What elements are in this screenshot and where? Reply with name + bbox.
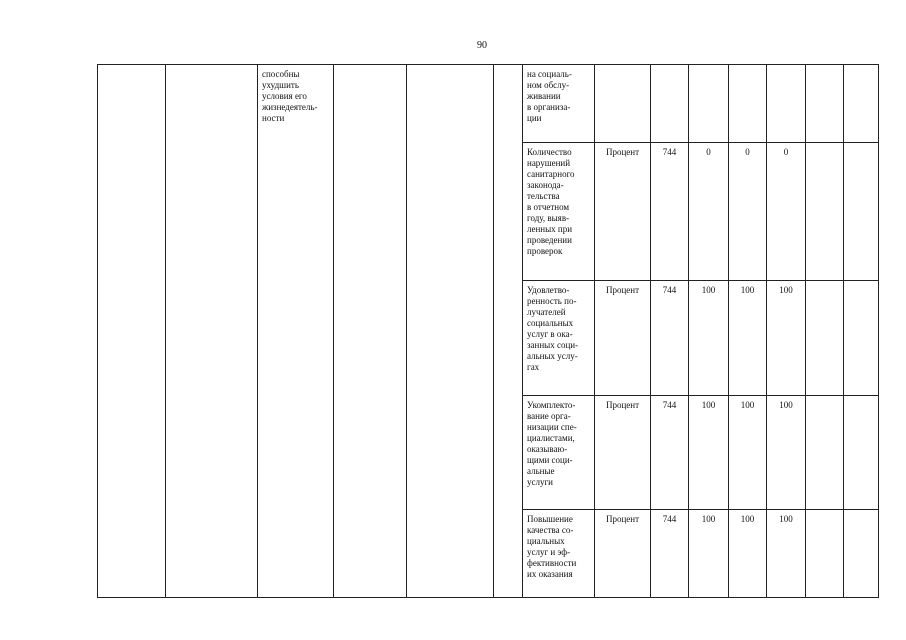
- text-line: ленных при: [527, 224, 573, 234]
- text-line: их оказания: [527, 569, 573, 579]
- text-line: оказываю-: [527, 444, 568, 454]
- text-line: ренность по-: [527, 296, 577, 306]
- okei-code-cell: 744: [651, 510, 689, 598]
- empty-cell: [844, 396, 879, 510]
- value-cell-2: 100: [729, 510, 767, 598]
- empty-cell: [166, 65, 258, 598]
- text-line: социальных: [527, 318, 574, 328]
- empty-cell: [806, 65, 844, 143]
- empty-cell: [806, 143, 844, 281]
- text-line: тельства: [527, 191, 560, 201]
- text-line: циальных: [527, 536, 565, 546]
- indicator-table: [97, 64, 879, 598]
- text-line: услуг в ока-: [527, 329, 573, 339]
- text-line: Укомплекто-: [527, 400, 576, 410]
- empty-cell: [494, 65, 523, 598]
- unit-cell: Процент: [595, 281, 651, 396]
- text-line: живании: [527, 91, 561, 101]
- text-line: проверок: [527, 246, 563, 256]
- text-line: условия его: [262, 91, 307, 101]
- empty-cell: [844, 281, 879, 396]
- service-condition-cell: [258, 65, 334, 598]
- text-line: ном обслу-: [527, 80, 570, 90]
- text-line: ции: [527, 113, 542, 123]
- text-line: лучателей: [527, 307, 566, 317]
- okei-code-cell: 744: [651, 396, 689, 510]
- text-line: ности: [262, 113, 285, 123]
- text-line: проведении: [527, 235, 572, 245]
- text-line: услуг и эф-: [527, 547, 571, 557]
- criterion-cell: [523, 143, 595, 281]
- value-cell-3: [767, 65, 806, 143]
- value-cell-1: 100: [689, 396, 729, 510]
- text-line: ухудшить: [262, 80, 299, 90]
- empty-cell: [98, 65, 166, 598]
- text-line: качества со-: [527, 525, 574, 535]
- value-cell-3: 0: [767, 143, 806, 281]
- value-cell-2: 100: [729, 281, 767, 396]
- criterion-cell: [523, 281, 595, 396]
- value-cell-2: 100: [729, 396, 767, 510]
- text-line: альных услу-: [527, 351, 578, 361]
- text-line: фективности: [527, 558, 577, 568]
- text-line: Повышение: [527, 514, 573, 524]
- text-line: законода-: [527, 180, 564, 190]
- criterion-cell: [523, 510, 595, 598]
- empty-cell: [806, 396, 844, 510]
- text-line: способны: [262, 69, 300, 79]
- empty-cell: [844, 65, 879, 143]
- okei-code-cell: 744: [651, 281, 689, 396]
- text-line: альные: [527, 466, 555, 476]
- value-cell-2: [729, 65, 767, 143]
- text-line: жизнедеятель-: [262, 102, 318, 112]
- criterion-cell: [523, 396, 595, 510]
- okei-code-cell: 744: [651, 143, 689, 281]
- value-cell-1: [689, 65, 729, 143]
- page-number: 90: [477, 40, 487, 51]
- text-line: Удовлетво-: [527, 285, 570, 295]
- text-line: на социаль-: [527, 69, 572, 79]
- text-line: низации спе-: [527, 422, 577, 432]
- text-line: занных соци-: [527, 340, 579, 350]
- empty-cell: [844, 143, 879, 281]
- text-line: в отчетном: [527, 202, 570, 212]
- empty-cell: [407, 65, 494, 598]
- text-line: санитарного: [527, 169, 575, 179]
- unit-cell: Процент: [595, 510, 651, 598]
- text-line: Количество: [527, 147, 572, 157]
- text-line: циалистами,: [527, 433, 575, 443]
- value-cell-2: 0: [729, 143, 767, 281]
- empty-cell: [334, 65, 407, 598]
- text-line: щими соци-: [527, 455, 573, 465]
- table-row: [98, 65, 879, 143]
- empty-cell: [844, 510, 879, 598]
- value-cell-3: 100: [767, 281, 806, 396]
- value-cell-1: 0: [689, 143, 729, 281]
- text-line: году, выяв-: [527, 213, 570, 223]
- criterion-cell: [523, 65, 595, 143]
- text-line: гах: [527, 362, 540, 372]
- unit-cell: [595, 65, 651, 143]
- value-cell-3: 100: [767, 396, 806, 510]
- empty-cell: [806, 510, 844, 598]
- text-line: в организа-: [527, 102, 571, 112]
- text-line: нарушений: [527, 158, 571, 168]
- okei-code-cell: [651, 65, 689, 143]
- value-cell-1: 100: [689, 510, 729, 598]
- value-cell-3: 100: [767, 510, 806, 598]
- text-line: услуги: [527, 477, 553, 487]
- text-line: вание орга-: [527, 411, 571, 421]
- value-cell-1: 100: [689, 281, 729, 396]
- unit-cell: Процент: [595, 396, 651, 510]
- unit-cell: Процент: [595, 143, 651, 281]
- empty-cell: [806, 281, 844, 396]
